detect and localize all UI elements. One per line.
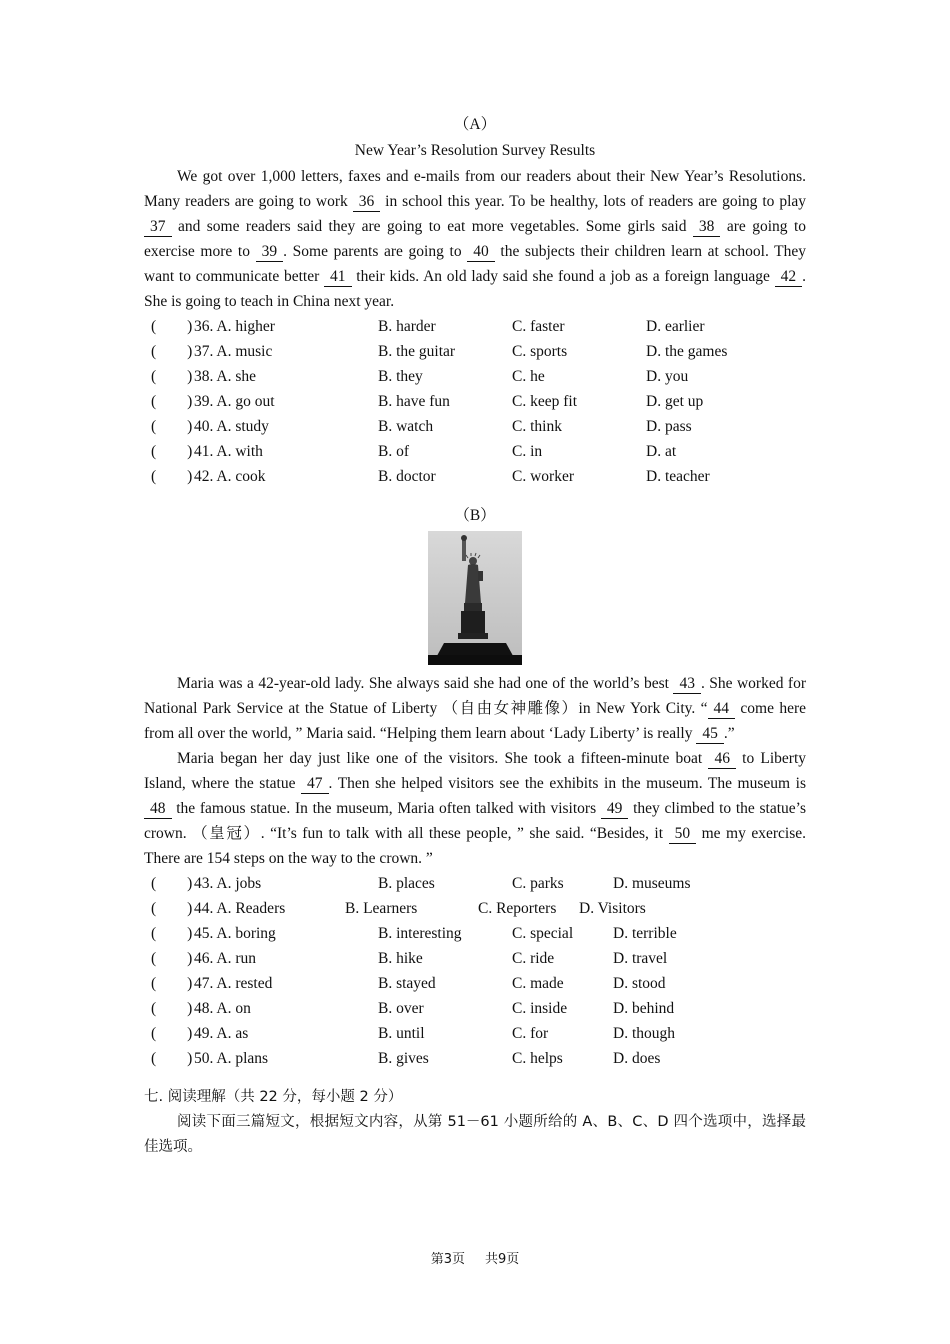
- question-row: [144, 896, 806, 921]
- option-c: C. in: [512, 443, 543, 460]
- passage-text: their kids. An old lady said she found a job as a foreign language: [356, 268, 770, 285]
- answer-paren[interactable]: ( ): [151, 875, 193, 892]
- option-a: 41. A. with: [194, 443, 263, 460]
- option-c: C. worker: [512, 468, 574, 485]
- statue-icon: [428, 531, 522, 665]
- part-b-passage-2: [144, 746, 806, 871]
- passage-text: Maria was a 42-year-old lady. She always said she had one of the world’s best: [177, 675, 669, 692]
- blank-39: 39: [256, 243, 284, 262]
- answer-paren[interactable]: ( ): [151, 1025, 193, 1042]
- question-row: [144, 389, 806, 414]
- option-c: C. Reporters: [478, 900, 557, 917]
- question-row: [144, 314, 806, 339]
- option-d: D. get up: [646, 393, 704, 410]
- option-b: B. stayed: [378, 975, 436, 992]
- option-c: C. sports: [512, 343, 568, 360]
- option-c: C. ride: [512, 950, 555, 967]
- option-b: B. places: [378, 875, 435, 892]
- option-c: C. inside: [512, 1000, 568, 1017]
- page-number: 第3页: [430, 1252, 465, 1267]
- passage-text: the subjects their children learn at school. They want to communicate better: [144, 243, 807, 285]
- option-b: B. doctor: [378, 468, 436, 485]
- option-b: B. until: [378, 1025, 425, 1042]
- option-b: B. have fun: [378, 393, 450, 410]
- blank-50: 50: [669, 825, 697, 844]
- option-a: 48. A. on: [194, 1000, 251, 1017]
- option-c: C. keep fit: [512, 393, 577, 410]
- option-d: D. does: [613, 1050, 661, 1067]
- question-row: [144, 339, 806, 364]
- section-7-instruction: 阅读下面三篇短文，根据短文内容，从第 51－61 小题所给的 A、B、C、D 四个选项中，选择最佳选项。: [144, 1114, 806, 1155]
- answer-paren[interactable]: ( ): [151, 1000, 193, 1017]
- option-a: 36. A. higher: [194, 318, 275, 335]
- blank-36: 36: [353, 193, 381, 212]
- option-b: B. the guitar: [378, 343, 456, 360]
- option-b: B. they: [378, 368, 423, 385]
- answer-paren[interactable]: ( ): [151, 900, 193, 917]
- passage-text: to Liberty Island, where the statue: [144, 750, 807, 792]
- option-c: C. he: [512, 368, 545, 385]
- question-row: [144, 364, 806, 389]
- passage-text: the famous statue. In the museum, Maria often talked with visitors: [176, 800, 597, 817]
- passage-text: .”: [723, 725, 735, 742]
- option-c: C. think: [512, 418, 562, 435]
- question-row: [144, 1021, 806, 1046]
- blank-47: 47: [301, 775, 329, 794]
- section-7-heading: [144, 1085, 806, 1110]
- blank-46: 46: [708, 750, 736, 769]
- option-a: 44. A. Readers: [194, 900, 286, 917]
- option-b: B. watch: [378, 418, 434, 435]
- passage-text: are going to exercise more to: [144, 218, 807, 260]
- answer-paren[interactable]: ( ): [151, 418, 193, 435]
- option-b: B. gives: [378, 1050, 429, 1067]
- option-a: 40. A. study: [194, 418, 269, 435]
- blank-48: 48: [144, 800, 172, 819]
- question-row: [144, 464, 806, 489]
- passage-text: in school this year. To be healthy, lots of readers are going to play: [385, 193, 807, 210]
- option-c: C. parks: [512, 875, 564, 892]
- question-row: [144, 921, 806, 946]
- option-d: D. you: [646, 368, 689, 385]
- blank-38: 38: [693, 218, 721, 237]
- answer-paren[interactable]: ( ): [151, 950, 193, 967]
- answer-paren[interactable]: ( ): [151, 393, 193, 410]
- option-b: B. interesting: [378, 925, 462, 942]
- option-d: D. behind: [613, 1000, 675, 1017]
- passage-text: . She is going to teach in China next year.: [144, 268, 807, 310]
- option-a: 37. A. music: [194, 343, 273, 360]
- page-footer: [0, 1248, 950, 1267]
- question-row: [144, 871, 806, 896]
- blank-45: 45: [696, 725, 724, 744]
- option-d: D. stood: [613, 975, 666, 992]
- part-b-passage-1: [144, 671, 806, 746]
- part-a-options: [144, 314, 806, 489]
- part-a-passage: [144, 164, 806, 314]
- question-row: [144, 414, 806, 439]
- blank-37: 37: [144, 218, 172, 237]
- option-b: B. of: [378, 443, 409, 460]
- question-row: [144, 971, 806, 996]
- option-d: D. museums: [613, 875, 691, 892]
- question-row: [144, 946, 806, 971]
- option-d: D. though: [613, 1025, 675, 1042]
- option-a: 42. A. cook: [194, 468, 266, 485]
- passage-text: me my exercise. There are 154 steps on the way to the crown. ”: [144, 825, 807, 867]
- answer-paren[interactable]: ( ): [151, 343, 193, 360]
- option-b: B. Learners: [345, 900, 418, 917]
- option-a: 45. A. boring: [194, 925, 276, 942]
- option-a: 43. A. jobs: [194, 875, 262, 892]
- option-d: D. at: [646, 443, 677, 460]
- option-d: D. pass: [646, 418, 692, 435]
- answer-paren[interactable]: ( ): [151, 975, 193, 992]
- option-d: D. teacher: [646, 468, 710, 485]
- passage-text: come here from all over the world, ” Maria said. “Helping them learn about ‘Lady Liberty’ is really: [144, 700, 806, 742]
- blank-42: 42: [775, 268, 803, 287]
- option-d: D. terrible: [613, 925, 677, 942]
- passage-text: Maria began her day just like one of the visitors. She took a fifteen-minute boat: [177, 750, 703, 767]
- option-d: D. the games: [646, 343, 728, 360]
- passage-text: We got over 1,000 letters, faxes and e-mails from our readers about their New Year’s Resolutions. Many readers are going to work: [144, 168, 806, 210]
- page-total: 共9页: [485, 1252, 520, 1267]
- passage-text: they climbed to the statue’s crown. （皇冠）. “It’s fun to talk with all these people, ” she said. “Besides, it: [144, 800, 807, 842]
- part-a-label: （A）: [453, 116, 497, 133]
- option-c: C. special: [512, 925, 574, 942]
- option-d: D. earlier: [646, 318, 705, 335]
- option-a: 47. A. rested: [194, 975, 273, 992]
- option-b: B. harder: [378, 318, 436, 335]
- option-a: 49. A. as: [194, 1025, 249, 1042]
- part-b-label: （B）: [454, 507, 496, 524]
- passage-text: . Then she helped visitors see the exhibits in the museum. The museum is: [328, 775, 806, 792]
- blank-43: 43: [673, 675, 701, 694]
- option-c: C. for: [512, 1025, 549, 1042]
- option-a: 38. A. she: [194, 368, 256, 385]
- question-row: [144, 439, 806, 464]
- option-a: 39. A. go out: [194, 393, 275, 410]
- section-heading-text: 七. 阅读理解（共 22 分，每小题 2 分）: [144, 1089, 403, 1105]
- passage-text: . She worked for National Park Service at the Statue of Liberty （自由女神雕像）in New York City. “: [144, 675, 806, 717]
- option-c: C. made: [512, 975, 564, 992]
- statue-of-liberty-image: [428, 531, 522, 665]
- blank-49: 49: [601, 800, 629, 819]
- answer-paren[interactable]: ( ): [151, 443, 193, 460]
- option-d: D. Visitors: [579, 900, 646, 917]
- part-a-title: New Year’s Resolution Survey Results: [354, 142, 596, 159]
- passage-text: and some readers said they are going to eat more vegetables. Some girls said: [177, 218, 687, 235]
- answer-paren[interactable]: ( ): [151, 1050, 193, 1067]
- answer-paren[interactable]: ( ): [151, 925, 193, 942]
- option-c: C. faster: [512, 318, 565, 335]
- blank-41: 41: [324, 268, 352, 287]
- question-row: [144, 996, 806, 1021]
- option-a: 50. A. plans: [194, 1050, 269, 1067]
- exam-page: [144, 112, 806, 1160]
- option-b: B. hike: [378, 950, 423, 967]
- answer-paren[interactable]: ( ): [151, 468, 193, 485]
- option-a: 46. A. run: [194, 950, 256, 967]
- answer-paren[interactable]: ( ): [151, 368, 193, 385]
- passage-text: . Some parents are going to: [283, 243, 462, 260]
- blank-40: 40: [467, 243, 495, 262]
- blank-44: 44: [708, 700, 736, 719]
- question-row: [144, 1046, 806, 1071]
- option-c: C. helps: [512, 1050, 563, 1067]
- answer-paren[interactable]: ( ): [151, 318, 193, 335]
- option-d: D. travel: [613, 950, 668, 967]
- option-b: B. over: [378, 1000, 424, 1017]
- part-b-options: [144, 871, 806, 1071]
